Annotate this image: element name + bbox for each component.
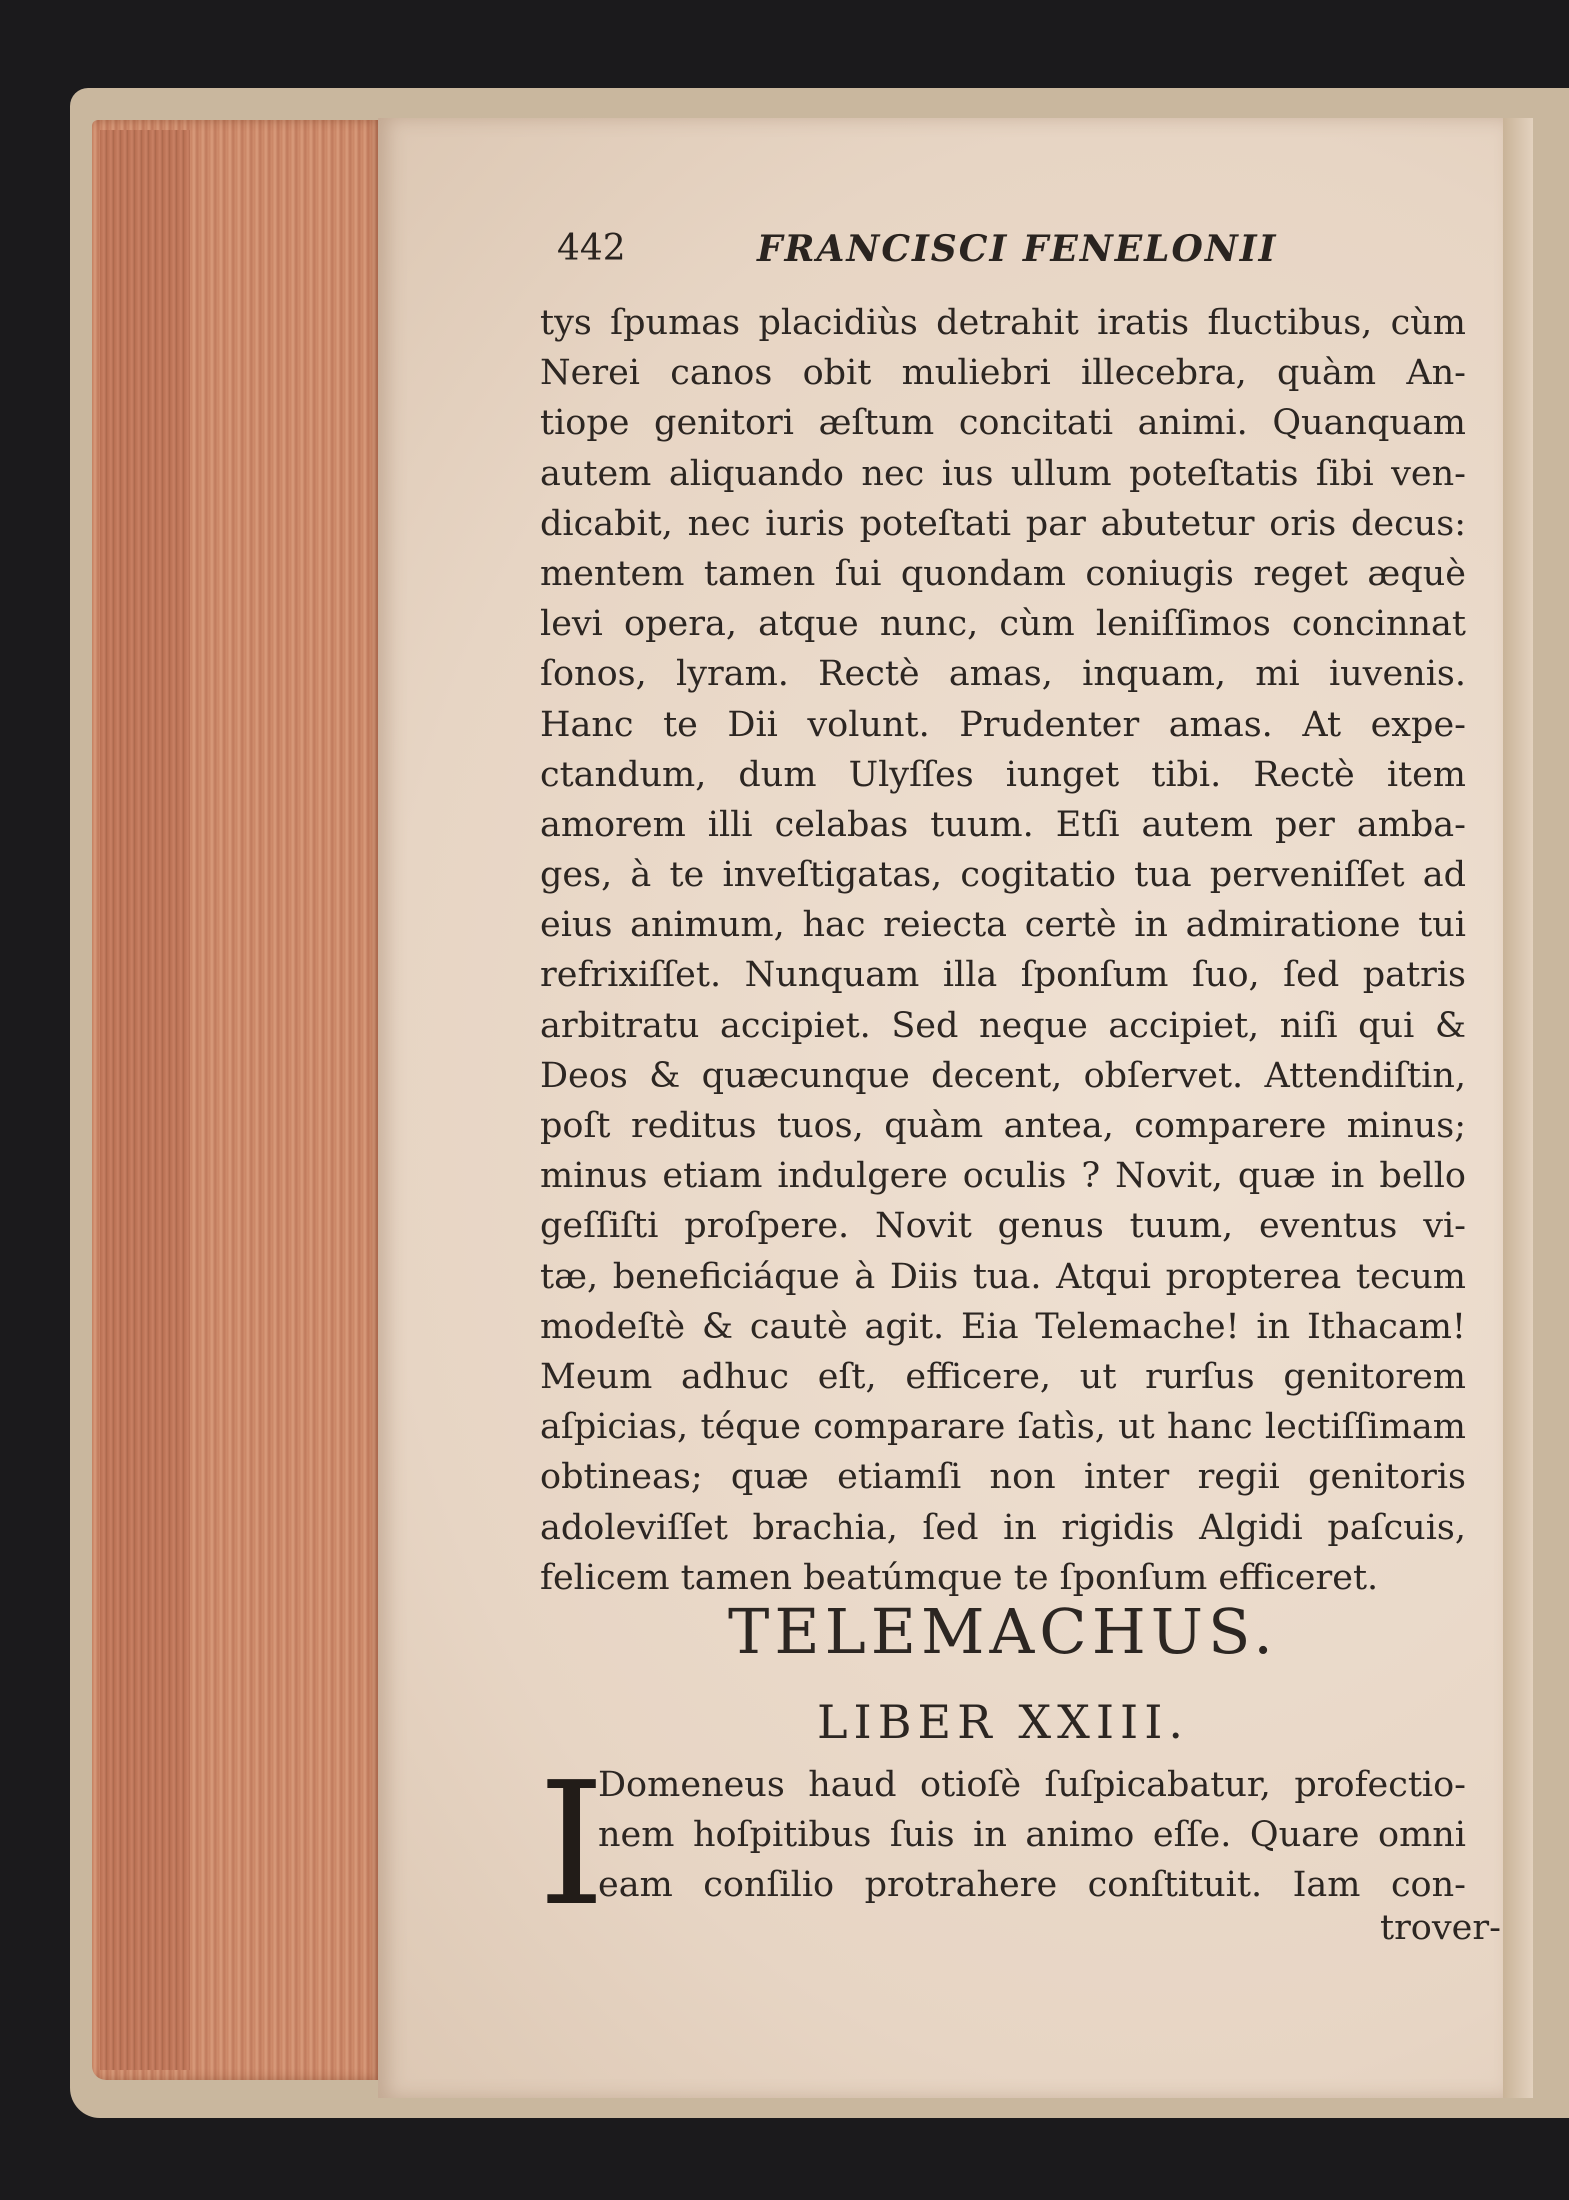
text-line: tiope genitori æſtum concitati animi. Quanquam	[540, 403, 1466, 444]
page-header	[557, 228, 1457, 278]
text-line: tæ, beneficiáque à Diis tua. Atqui propterea tecum	[540, 1256, 1466, 1297]
section-title: TELEMACHUS.	[727, 1595, 1279, 1668]
text-line: dicabit, nec iuris poteſtati par abutetur oris decus:	[540, 503, 1466, 544]
gutter	[1503, 118, 1533, 2098]
book-fore-edge-shadow	[100, 130, 190, 2070]
text-line: Meum adhuc eſt, efficere, ut rurſus genitorem	[540, 1356, 1466, 1397]
text-line: autem aliquando nec ius ullum poteſtatis ſibi ven-	[540, 453, 1466, 494]
text-line: levi opera, atque nunc, cùm leniſſimos concinnat	[540, 604, 1466, 645]
text-line: ges, à te inveſtigatas, cogitatio tua perveniſſet ad	[540, 855, 1466, 896]
text-line: arbitratu accipiet. Sed neque accipiet, niſi qui &	[540, 1005, 1466, 1046]
text-line: geſſiſti proſpere. Novit genus tuum, eventus vi-	[540, 1206, 1466, 1247]
text-line: mentem tamen ſui quondam coniugis reget æquè	[540, 553, 1466, 594]
text-line: ctandum, dum Ulyſſes iunget tibi. Rectè item	[540, 754, 1466, 795]
text-line: adoleviſſet brachia, ſed in rigidis Algidi paſcuis,	[540, 1507, 1466, 1548]
section-subtitle: LIBER XXIII.	[817, 1695, 1189, 1749]
page-number: 442	[557, 228, 626, 269]
text-line: felicem tamen beatúmque te ſponſum efficeret.	[540, 1557, 1379, 1598]
catchword: trover-	[1380, 1908, 1501, 1948]
text-line: poſt reditus tuos, quàm antea, comparere minus;	[540, 1106, 1466, 1146]
text-line: eam conſilio protrahere conſtituit. Iam con-	[598, 1865, 1466, 1905]
text-line: Deos & quæcunque decent, obſervet. Attendiſtin,	[540, 1055, 1466, 1096]
text-line: amorem illi celabas tuum. Etſi autem per amba-	[540, 804, 1466, 845]
text-line: Domeneus haud otioſè ſuſpicabatur, profectio-	[598, 1765, 1466, 1805]
text-line: nem hoſpitibus ſuis in animo eſſe. Quare omni	[598, 1815, 1466, 1855]
text-line: refrixiſſet. Nunquam illa ſponſum ſuo, ſed patris	[540, 955, 1466, 996]
text-line: minus etiam indulgere oculis ? Novit, quæ in bello	[540, 1156, 1466, 1197]
text-line: eius animum, hac reiecta certè in admiratione tui	[540, 905, 1466, 946]
text-line: Hanc te Dii volunt. Prudenter amas. At expe-	[540, 704, 1466, 745]
running-head: FRANCISCI FENELONII	[757, 228, 1278, 270]
section-text	[598, 1760, 1466, 1910]
body-text	[540, 298, 1466, 1603]
text-line: ſonos, lyram. Rectè amas, inquam, mi iuvenis.	[540, 654, 1466, 695]
text-line: Nerei canos obit muliebri illecebra, quàm An-	[540, 353, 1466, 394]
text-line: obtineas; quæ etiamſi non inter regii genitoris	[540, 1457, 1466, 1498]
text-line: tys ſpumas placidiùs detrahit iratis fluctibus, cùm	[540, 303, 1466, 343]
text-line: aſpicias, téque comparare ſatìs, ut hanc lectiſſimam	[540, 1407, 1466, 1448]
drop-cap: I	[538, 1746, 606, 1944]
text-line: modeſtè & cautè agit. Eia Telemache! in Ithacam!	[540, 1306, 1466, 1347]
